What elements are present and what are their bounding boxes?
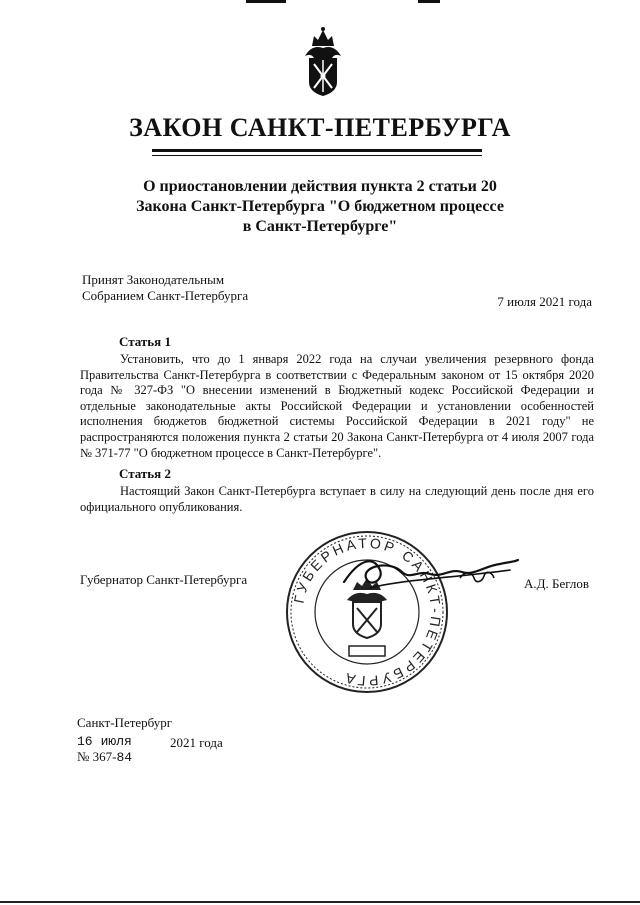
article-2-heading: Статья 2 — [119, 466, 171, 481]
law-title — [100, 177, 540, 237]
governor-title: Губернатор Санкт-Петербурга — [80, 572, 248, 587]
signing-city: Санкт-Петербург — [77, 715, 173, 730]
law-title-line: О приостановлении действия пункта 2 статьи 20 — [143, 178, 497, 195]
signing-year: 2021 года — [170, 735, 223, 750]
signing-date — [77, 733, 247, 749]
signing-month: июля — [100, 734, 132, 749]
adoption-note — [82, 272, 248, 304]
law-number-prefix: № 367- — [77, 749, 117, 764]
signing-day: 16 — [77, 734, 93, 749]
title-rule-thick — [152, 149, 482, 152]
law-type-heading: ЗАКОН САНКТ-ПЕТЕРБУРГА — [129, 113, 511, 142]
title-rule-thin — [152, 155, 482, 156]
adoption-line-1: Принят Законодательным — [82, 272, 225, 287]
handwritten-signature-icon — [340, 548, 520, 600]
scan-bottom-edge — [0, 901, 640, 903]
article-1-text: Установить, что до 1 января 2022 года на случаи увеличения резервного фонда Правительства Санкт-Петербурга в соответствии с Федеральным законом от 15 октября 2020 года № 327-ФЗ "О внесении изменений в Бюджетный кодекс Российской Федерации и отдельные законодательные акты Российской Федерации и установлении особенностей исполнения бюджетов бюджетной системы Российской Федерации в 2021 году" не распространяются положения пункта 2 статьи 20 Закона Санкт-Петербурга от 4 июля 2007 года № 371-77 "О бюджетном процессе в Санкт-Петербурге". — [80, 352, 594, 460]
scan-top-mark-left — [246, 0, 286, 3]
saint-petersburg-coat-of-arms-icon — [302, 26, 344, 98]
scan-top-mark-right — [418, 0, 440, 3]
law-title-line: Закона Санкт-Петербурга "О бюджетном процессе — [136, 198, 504, 215]
governor-name: А.Д. Беглов — [524, 576, 590, 591]
adoption-line-2: Собранием Санкт-Петербурга — [82, 288, 249, 303]
article-2-text: Настоящий Закон Санкт-Петербурга вступает в силу на следующий день после дня его официального опубликования. — [80, 484, 594, 514]
adoption-date: 7 июля 2021 года — [497, 294, 592, 309]
svg-text:ГУБЕРНАТОР САНКТ-ПЕТЕРБУРГА: ГУБЕРНАТОР САНКТ-ПЕТЕРБУРГА — [290, 534, 445, 690]
law-number-suffix: 84 — [116, 750, 133, 765]
law-number — [77, 749, 132, 765]
article-1-heading: Статья 1 — [119, 334, 171, 349]
law-title-line: в Санкт-Петербурге" — [242, 218, 398, 235]
